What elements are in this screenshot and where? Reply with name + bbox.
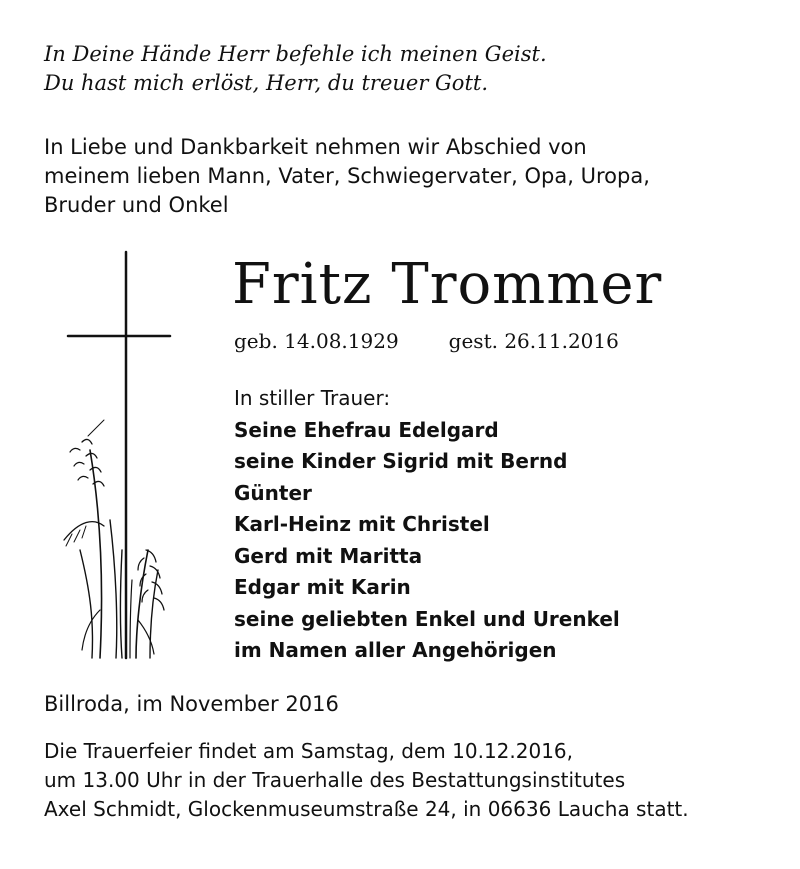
cross-with-wheat-icon xyxy=(60,250,180,670)
funeral-details xyxy=(44,737,689,824)
intro-line: meinem lieben Mann, Vater, Schwiegervater, Opa, Uropa, xyxy=(44,164,650,188)
life-dates xyxy=(234,327,619,355)
mourners-list xyxy=(234,383,620,667)
deceased-name: Fritz Trommer xyxy=(232,252,663,317)
bible-quote xyxy=(44,40,547,98)
quote-line: In Deine Hände Herr befehle ich meinen Geist. xyxy=(44,42,547,66)
intro-line: In Liebe und Dankbarkeit nehmen wir Abschied von xyxy=(44,135,587,159)
mourner-line: Günter xyxy=(234,480,312,505)
mourners-heading: In stiller Trauer: xyxy=(234,386,391,410)
mourner-line: Seine Ehefrau Edelgard xyxy=(234,417,499,442)
funeral-line: um 13.00 Uhr in der Trauerhalle des Bestattungsinstitutes xyxy=(44,768,626,792)
mourner-line: Karl-Heinz mit Christel xyxy=(234,512,490,536)
mourner-line: im Namen aller Angehörigen xyxy=(234,638,557,662)
funeral-line: Die Trauerfeier findet am Samstag, dem 10.12.2016, xyxy=(44,739,574,763)
mourner-line: Edgar mit Karin xyxy=(234,575,411,599)
birth-date: geb. 14.08.1929 xyxy=(234,329,399,353)
death-date: gest. 26.11.2016 xyxy=(448,329,619,353)
mourner-line: seine geliebten Enkel und Urenkel xyxy=(234,606,620,631)
intro-line: Bruder und Onkel xyxy=(44,193,229,217)
funeral-line: Axel Schmidt, Glockenmuseumstraße 24, in 06636 Laucha statt. xyxy=(44,797,689,821)
place-and-date: Billroda, im November 2016 xyxy=(44,692,339,716)
intro-text xyxy=(44,133,650,220)
mourner-line: Gerd mit Maritta xyxy=(234,543,423,568)
quote-line: Du hast mich erlöst, Herr, du treuer Gott. xyxy=(44,71,489,95)
mourner-line: seine Kinder Sigrid mit Bernd xyxy=(234,449,568,473)
